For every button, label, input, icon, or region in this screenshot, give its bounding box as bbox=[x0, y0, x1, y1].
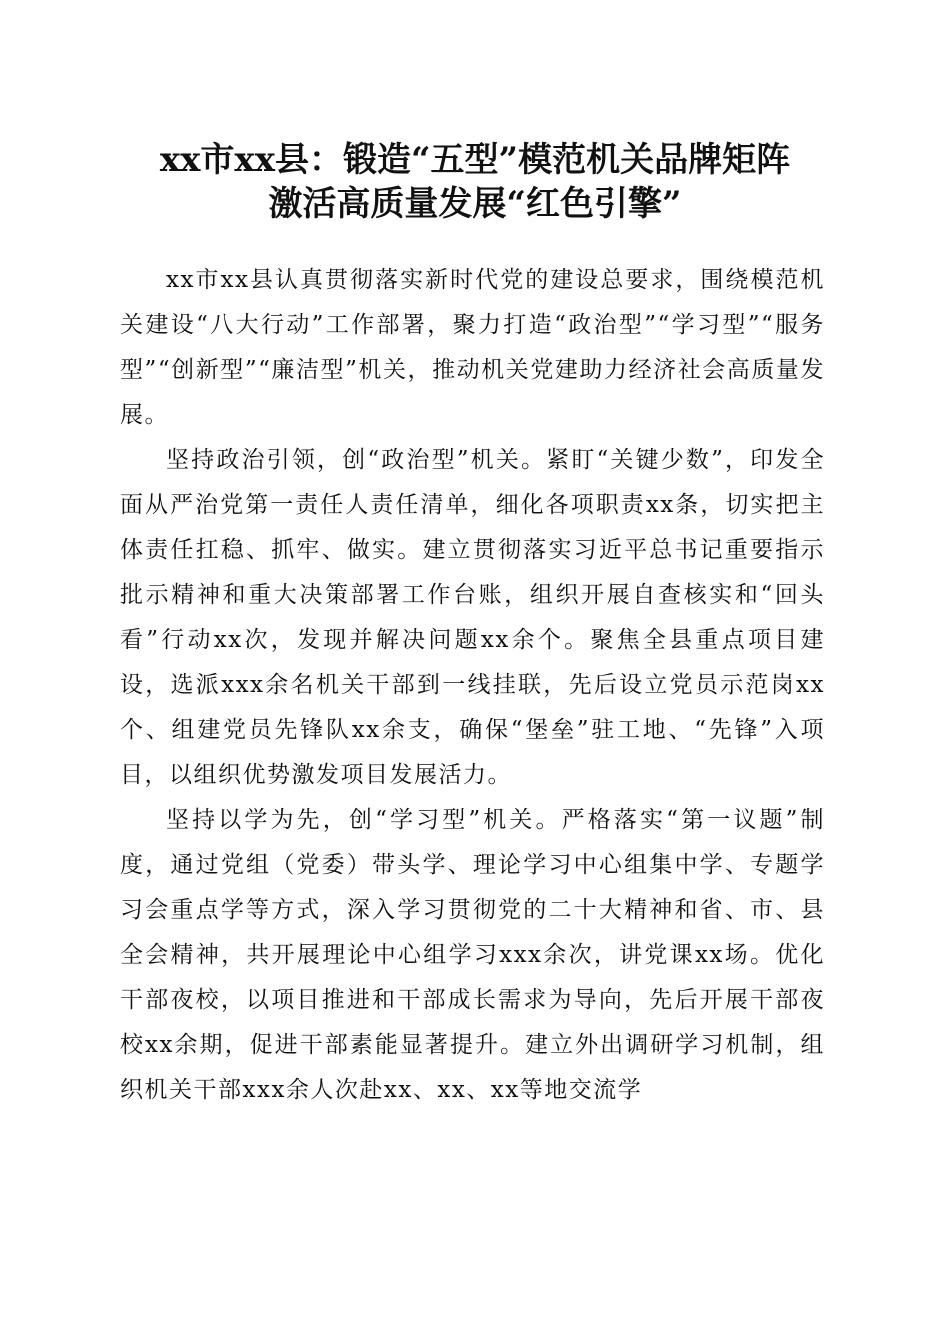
title-line-1: xx市xx县：锻造“五型”模范机关品牌矩阵 bbox=[159, 140, 791, 180]
paragraph-learning: 坚持以学为先，创“学习型”机关。严格落实“第一议题”制度，通过党组（党委）带头学、理论学习中心组集中学、专题学习会重点学等方式，深入学习贯彻党的二十大精神和省、市、县全会精神，共开展理论中心组学习xxx余次，讲党课xx场。优化干部夜校，以项目推进和干部成长需求为导向，先后开展干部夜校xx余期，促进干部素能显著提升。建立外出调研学习机制，组织机关干部xxx余人次赴xx、xx、xx等地交流学 bbox=[120, 807, 825, 1103]
paragraph-intro: xx市xx县认真贯彻落实新时代党的建设总要求，围绕模范机关建设“八大行动”工作部署，聚力打造“政治型”“学习型”“服务型”“创新型”“廉洁型”机关，推动机关党建助力经济社会高质量发展。 bbox=[120, 267, 825, 428]
title-line-2: 激活高质量发展“红色引擎” bbox=[268, 184, 682, 224]
paragraph-political: 坚持政治引领，创“政治型”机关。紧盯“关键少数”，印发全面从严治党第一责任人责任清单，细化各项职责xx条，切实把主体责任扛稳、抓牢、做实。建立贯彻落实习近平总书记重要指示批示精神和重大决策部署工作台账，组织开展自查核实和“回头看”行动xx次，发现并解决问题xx余个。聚焦全县重点项目建设，选派xxx余名机关干部到一线挂联，先后设立党员示范岗xx个、组建党员先锋队xx余支，确保“堡垒”驻工地、“先锋”入项目，以组织优势激发项目发展活力。 bbox=[120, 447, 825, 788]
document-title bbox=[100, 138, 850, 226]
document-body bbox=[120, 258, 825, 1113]
